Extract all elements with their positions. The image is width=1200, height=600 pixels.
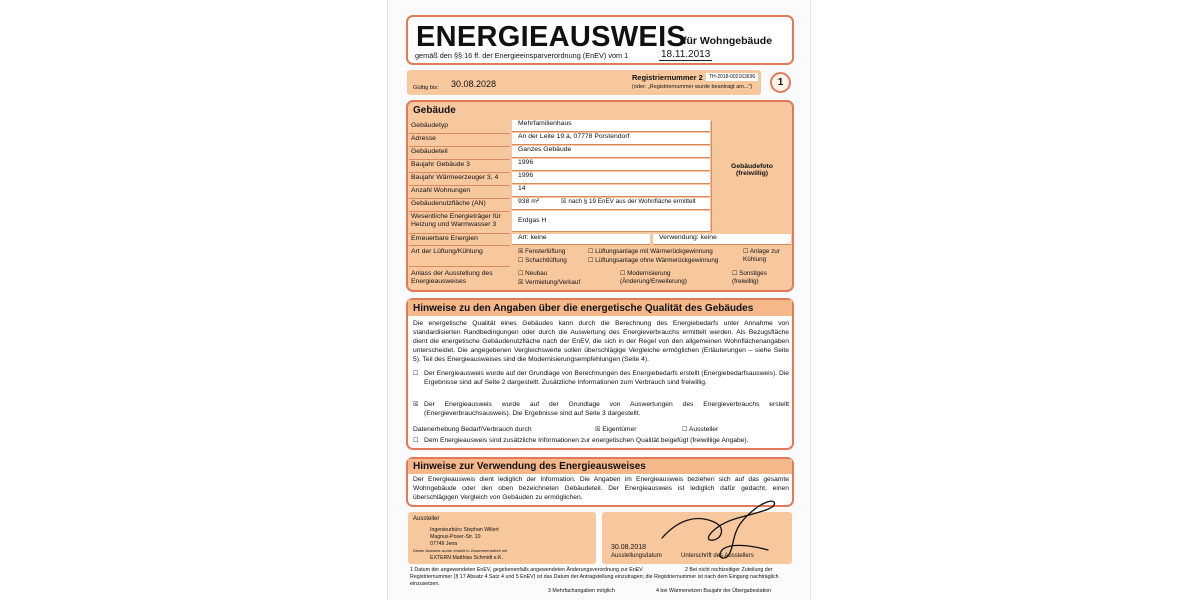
row-value — [512, 198, 710, 210]
reason-option-label: Neubau — [525, 270, 548, 277]
registration-label: Registriernummer 2 — [632, 73, 703, 82]
area-note: nach § 19 EnEV aus der Wohnfläche ermittelt — [568, 198, 696, 205]
building-header: Gebäude — [413, 105, 456, 116]
law-date: 18.11.2013 — [661, 49, 711, 60]
vent-option-label: Schachtlüftung — [525, 257, 567, 264]
checkbox-icon: ☐ — [588, 248, 594, 255]
building-photo-placeholder — [711, 121, 791, 233]
renewables-use: Verwendung: keine — [653, 234, 791, 245]
row-label: Anzahl Wohnungen — [409, 187, 510, 199]
building-photo-label: Gebäudefoto (freiwillig) — [731, 163, 773, 177]
row-label: Gebäudetyp — [409, 122, 510, 134]
registration-note: (oder: „Registriernummer wurde beantragt am...") — [632, 84, 753, 90]
reason-label: Anlass der Ausstellung des Energieausweises — [411, 270, 493, 285]
collection-issuer — [682, 426, 718, 433]
reason-option-label: Modernisierung (Änderung/Erweiterung) — [620, 270, 687, 286]
row-value: 14 — [512, 185, 710, 197]
vent-kuehlung — [743, 248, 793, 264]
renewables-label: Erneuerbare Energien — [409, 235, 510, 246]
signature-icon — [656, 498, 784, 562]
issuer-label: Aussteller — [413, 516, 440, 522]
reason-modernisierung — [620, 270, 720, 286]
collection-owner-label: Eigentümer — [602, 426, 637, 433]
valid-until-label: Gültig bis: — [413, 85, 439, 91]
energy-certificate-page — [387, 0, 811, 600]
row-value: Ganzes Gebäude — [512, 146, 710, 158]
reason-sonstiges — [732, 270, 788, 286]
reason-option-label: Sonstiges (freiwillig) — [732, 270, 767, 286]
vent-option-label: Lüftungsanlage mit Wärmerückgewinnung — [595, 248, 713, 255]
renewables-type: Art: keine — [512, 234, 650, 245]
collection-issuer-label: Aussteller — [688, 426, 719, 433]
usage-paragraph: Der Energieausweis dient lediglich der Information. Die Angaben im Energieausweis beziehen sich auf das gesamte Wohngebäude oder den oben bezeichneten Gebäudeteil. Der Energieausweis ist lediglich dafür gedacht, einen überschlägigen Vergleich von Gebäuden zu ermöglichen. — [413, 476, 789, 501]
energy-carrier-label: Wesentliche Energieträger für Heizung und Warmwasser 3 — [409, 213, 510, 234]
footnote-4: 4 bei Wärmenetzen Baujahr der Übergabestation — [656, 588, 772, 594]
valid-until-value: 30.08.2028 — [451, 79, 497, 89]
checkbox-checked-icon: ☒ — [518, 248, 524, 255]
checkbox-icon: ☐ — [518, 257, 524, 264]
checkbox-checked-icon: ☒ — [413, 401, 419, 408]
checkbox-checked-icon: ☒ — [561, 198, 567, 205]
checkbox-checked-icon: ☒ — [595, 426, 601, 433]
checkbox-icon: ☐ — [518, 270, 524, 277]
issuer-note: Dieser Ausweis wurde erstellt in Zusammenarbeit mit — [413, 548, 508, 553]
issuer-partner: EXTERN Matthias Schmidt e.K. — [430, 555, 503, 561]
extra-info: Dem Energieausweis sind zusätzliche Informationen zur energetischen Qualität beigefügt (freiwillige Angabe). — [424, 437, 749, 444]
issuer-city: 07749 Jena — [430, 541, 458, 547]
row-value: 1996 — [512, 159, 710, 171]
vent-fensterlueftung — [518, 248, 565, 255]
reason-option-label: Vermietung/Verkauf — [525, 279, 581, 286]
issue-date-label: Ausstellungsdatum — [611, 553, 662, 559]
footnote-2-heading: 2 Bei nicht rechtzeitiger Zuteilung der — [685, 567, 773, 573]
ventilation-label: Art der Lüftung/Kühlung — [409, 248, 510, 267]
reason-vermietung — [518, 279, 580, 286]
page-number-badge: 1 — [770, 72, 791, 93]
option-bedarf: Der Energieausweis wurde auf der Grundlage von Berechnungen des Energiebedarfs erstellt (Energiebedarfsausweis). Die Ergebnisse sind auf Seite 2 dargestellt. Zusätzliche Informationen zum Verbrauch sind freiwillig. — [424, 370, 789, 386]
collection-label: Datenerhebung Bedarf/Verbrauch durch — [413, 426, 532, 433]
row-label: Baujahr Gebäude 3 — [409, 161, 510, 173]
law-reference: gemäß den §§ 16 ff. der Energieeinsparverordnung (EnEV) vom 1 — [415, 51, 629, 60]
registration-number: TH-2018-002163696 — [706, 73, 758, 81]
document-title: ENERGIEAUSWEIS — [416, 21, 687, 53]
usage-header: Hinweise zur Verwendung des Energieausweises — [413, 461, 646, 472]
checkbox-icon: ☐ — [732, 270, 738, 277]
collection-owner — [595, 426, 636, 433]
vent-option-label: Fensterlüftung — [525, 248, 566, 255]
checkbox-icon: ☐ — [588, 257, 594, 264]
footnote-1b: Registriernummer (§ 17 Absatz 4 Satz 4 und 5 EnEV) ist das Datum der Antragstellung einzutragen; die Registriernummer ist nach dem Eingang nachträglich einzusetzen. — [410, 574, 779, 587]
energy-carrier-value: Erdgas H — [512, 211, 710, 232]
hints-header: Hinweise zu den Angaben über die energetische Qualität des Gebäudes — [413, 303, 754, 314]
row-value: 1996 — [512, 172, 710, 184]
checkbox-icon: ☐ — [413, 437, 419, 444]
issue-date: 30.08.2018 — [611, 544, 647, 551]
row-value: Mehrfamilienhaus — [512, 120, 710, 132]
option-verbrauch: Der Energieausweis wurde auf der Grundlage von Auswertungen des Energieverbrauchs erstellt (Energieverbrauchsausweis). Die Ergebnisse sind auf Seite 3 dargestellt. — [424, 401, 789, 417]
checkbox-icon: ☐ — [413, 370, 419, 377]
document-subtitle: für Wohngebäude — [683, 35, 773, 47]
footnote-3: 3 Mehrfachangaben möglich — [548, 588, 615, 594]
checkbox-checked-icon: ☒ — [518, 279, 524, 286]
vent-anlage-ohne — [588, 257, 718, 264]
footnote-1: 1 Datum der angewendeten EnEV, gegebenenfalls angewendeten Änderungsverordnung zur EnEV — [410, 567, 643, 573]
reason-neubau — [518, 270, 547, 277]
hints-paragraph: Die energetische Qualität eines Gebäudes kann durch die Berechnung des Energiebedarfs unter Annahme von standardisierten Randbedingungen oder durch die Auswertung des Energieverbrauchs ermittelt werden. Als Bezugsfläche dient die energetische Gebäudenutzfläche nach der EnEV, die sich in der Regel von den allgemeinen Wohnflächenangaben unterscheidet. Die angegebenen Vergleichswerte sollen überschlägige Vergleiche ermöglichen (Erläuterungen – siehe Seite 5). Teil des Energieausweises sind die Modernisierungsempfehlungen (Seite 4). — [413, 320, 789, 363]
checkbox-icon: ☐ — [620, 270, 626, 277]
signature-label: Unterschrift des Ausstellers — [681, 553, 754, 559]
row-label: Baujahr Wärmeerzeuger 3, 4 — [409, 174, 510, 186]
row-label: Gebäudeteil — [409, 148, 510, 160]
row-label: Gebäudenutzfläche (AN) — [409, 200, 510, 212]
checkbox-icon: ☐ — [743, 248, 749, 255]
row-value: An der Leite 19 a, 07778 Porstendorf — [512, 133, 710, 145]
issuer-name: Ingenieurbüro Stephan Willert — [430, 527, 499, 533]
vent-option-label: Anlage zur Kühlung — [743, 248, 780, 264]
checkbox-icon: ☐ — [682, 426, 688, 433]
issuer-street: Magnus-Poser-Str. 10 — [430, 534, 481, 540]
area-value: 938 m² — [518, 198, 540, 205]
vent-anlage-mit — [588, 248, 713, 255]
row-label: Adresse — [409, 135, 510, 147]
vent-schacht — [518, 257, 567, 264]
vent-option-label: Lüftungsanlage ohne Wärmerückgewinnung — [595, 257, 719, 264]
